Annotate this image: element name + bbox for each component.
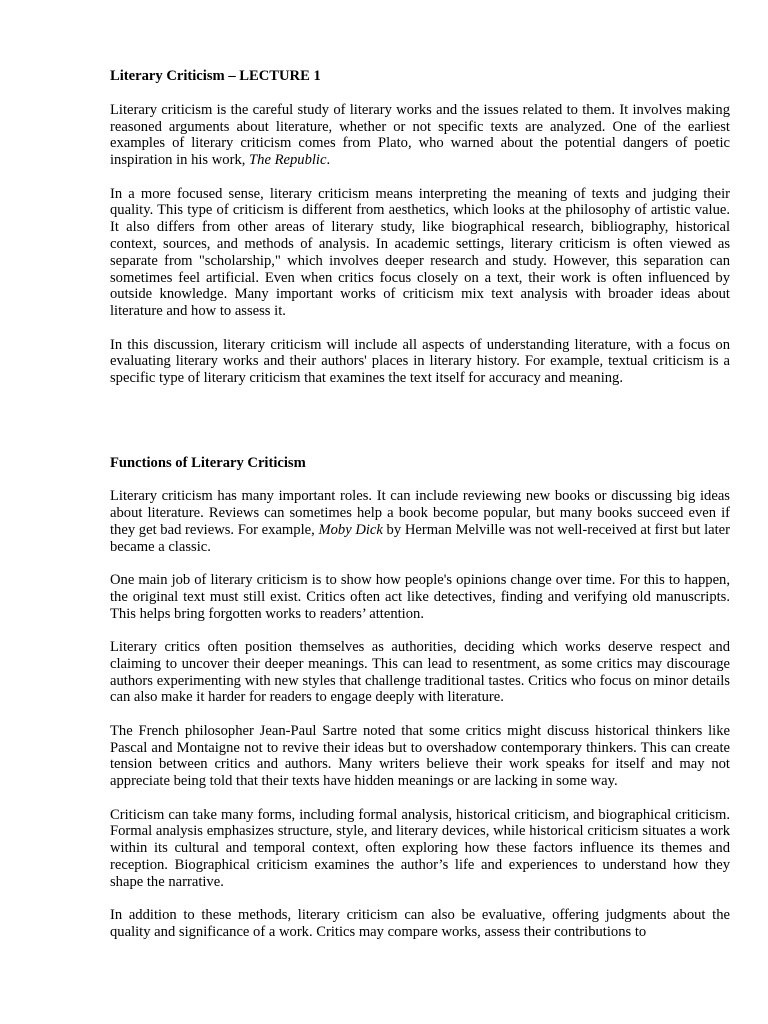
functions-paragraph-1-end: by Herman Melville was not well-received at first but later became a classic.	[110, 521, 730, 555]
intro-paragraph-1-text: Literary criticism is the careful study of literary works and the issues related to them. It involves making reasoned arguments about literature, whether or not specific texts are analyzed. One of the earliest examples of literary criticism comes from Plato, who warned about the potential dangers of poetic inspiration in his work,	[110, 101, 730, 169]
lecture-title: Literary Criticism – LECTURE 1	[110, 68, 321, 84]
intro-paragraph-1-end: .	[326, 152, 331, 169]
functions-paragraph-5: Criticism can take many forms, including formal analysis, historical criticism, and biographical criticism. Formal analysis emphasizes structure, style, and literary devices, while historical criticism situates a work within its cultural and temporal context, often exploring how these factors influence its themes and reception. Biographical criticism examines the author’s life and experiences to understand how they shape the narrative.	[110, 806, 730, 890]
intro-paragraph-1	[110, 102, 730, 169]
document-page	[110, 68, 730, 957]
functions-paragraph-2: One main job of literary criticism is to show how people's opinions change over time. For this to happen, the original text must still exist. Critics often act like detectives, finding and verifying old manuscripts. This helps bring forgotten works to readers’ attention.	[110, 572, 730, 622]
functions-paragraph-1-work-title: Moby Dick	[318, 521, 383, 538]
functions-paragraph-1-text: Literary criticism has many important roles. It can include reviewing new books or discussing big ideas about literature. Reviews can sometimes help a book become popular, but many books succeed even if they get bad reviews. For example,	[110, 488, 730, 538]
functions-paragraph-3: Literary critics often position themselves as authorities, deciding which works deserve respect and claiming to uncover their deeper meanings. This can lead to resentment, as some critics may discourage authors experimenting with new styles that challenge traditional tastes. Critics who focus on minor details can also make it harder for readers to engage deeply with literature.	[110, 639, 730, 706]
section-title: Functions of Literary Criticism	[110, 454, 306, 471]
intro-paragraph-2: In a more focused sense, literary criticism means interpreting the meaning of texts and judging their quality. This type of criticism is different from aesthetics, which looks at the philosophy of artistic value. It also differs from other areas of literary study, like biographical research, bibliography, historical context, sources, and methods of analysis. In academic settings, literary criticism is often viewed as separate from "scholarship," which involves deeper research and study. However, this separation can sometimes feel artificial. Even when critics focus closely on a text, their work is often influenced by outside knowledge. Many important works of criticism mix text analysis with broader ideas about literature and how to assess it.	[110, 185, 730, 320]
functions-paragraph-6: In addition to these methods, literary criticism can also be evaluative, offering judgments about the quality and significance of a work. Critics may compare works, assess their contributions to	[110, 907, 730, 941]
section-spacer	[110, 404, 730, 455]
intro-paragraph-3: In this discussion, literary criticism will include all aspects of understanding literature, with a focus on evaluating literary works and their authors' places in literary history. For example, textual criticism is a specific type of literary criticism that examines the text itself for accuracy and meaning.	[110, 336, 730, 387]
intro-paragraph-1-work-title: The Republic	[249, 152, 327, 169]
functions-paragraph-4: The French philosopher Jean-Paul Sartre noted that some critics might discuss historical thinkers like Pascal and Montaigne not to revive their ideas but to overshadow contemporary thinkers. This can create tension between critics and authors. Many writers believe their work speaks for itself and may not appreciate being told that their texts have hidden meanings or are lacking in some way.	[110, 722, 730, 790]
functions-paragraph-1	[110, 488, 730, 555]
